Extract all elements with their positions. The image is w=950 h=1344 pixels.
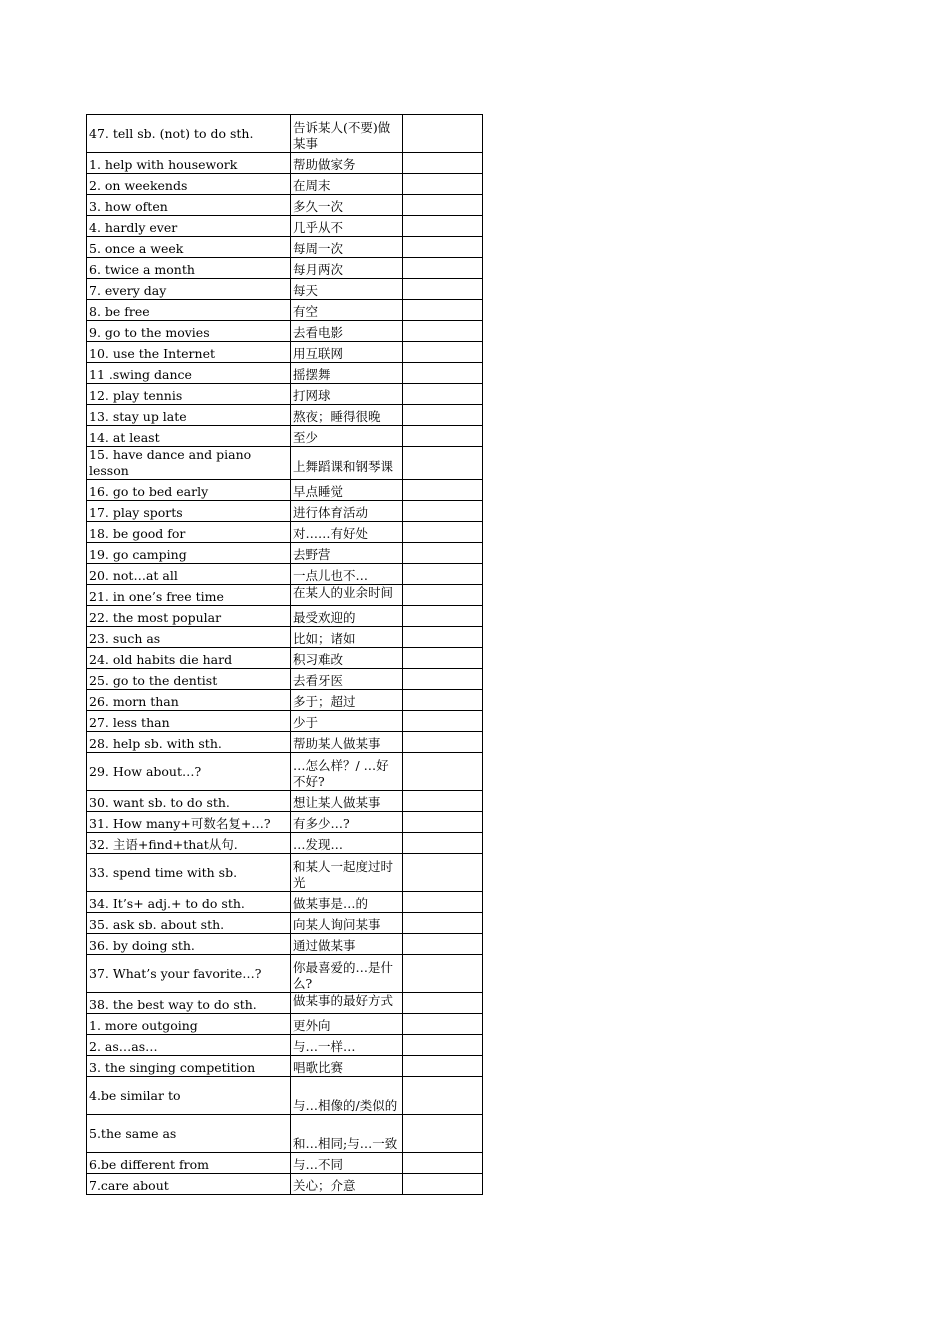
phrase-english-cell: 18. be good for (87, 522, 291, 543)
empty-cell (403, 648, 483, 669)
phrase-chinese-cell (291, 447, 403, 480)
phrase-english-cell: 1. more outgoing (87, 1014, 291, 1035)
empty-cell (403, 363, 483, 384)
phrase-chinese-text: 有多少…? (293, 816, 350, 831)
table-row (87, 543, 483, 564)
phrase-chinese-cell (291, 321, 403, 342)
phrase-english-cell: 21. in one’s free time (87, 585, 291, 606)
empty-cell (403, 955, 483, 993)
phrase-chinese-text: 积习难改 (293, 652, 344, 667)
phrase-english-cell: 22. the most popular (87, 606, 291, 627)
empty-cell (403, 522, 483, 543)
empty-cell (403, 321, 483, 342)
phrase-english-cell: 4.be similar to (87, 1077, 291, 1115)
phrase-chinese-cell (291, 1035, 403, 1056)
phrase-english-cell: 19. go camping (87, 543, 291, 564)
phrase-chinese-cell (291, 501, 403, 522)
table-row (87, 1056, 483, 1077)
phrase-chinese-text: 和某人一起度过时光 (293, 859, 394, 890)
phrase-chinese-text: 告诉某人(不要)做某事 (293, 120, 391, 151)
phrase-chinese-cell (291, 690, 403, 711)
phrase-chinese-cell (291, 955, 403, 993)
empty-cell (403, 216, 483, 237)
phrase-english-cell: 7.care about (87, 1174, 291, 1195)
phrase-chinese-text: 少于 (293, 715, 319, 730)
phrase-english-cell: 3. the singing competition (87, 1056, 291, 1077)
empty-cell (403, 543, 483, 564)
phrase-chinese-text: 想让某人做某事 (293, 795, 381, 810)
phrase-chinese-text: 至少 (293, 430, 319, 445)
phrase-chinese-cell (291, 543, 403, 564)
phrase-chinese-cell (291, 791, 403, 812)
phrase-chinese-text: 多久一次 (293, 199, 344, 214)
phrase-chinese-text: 一点儿也不… (293, 568, 369, 583)
empty-cell (403, 480, 483, 501)
empty-cell (403, 384, 483, 405)
empty-cell (403, 711, 483, 732)
phrase-chinese-cell (291, 342, 403, 363)
table-row (87, 669, 483, 690)
table-row (87, 648, 483, 669)
phrase-chinese-cell (291, 237, 403, 258)
phrase-english-cell: 30. want sb. to do sth. (87, 791, 291, 812)
phrase-english-cell: 35. ask sb. about sth. (87, 913, 291, 934)
empty-cell (403, 753, 483, 791)
empty-cell (403, 606, 483, 627)
phrase-english-cell: 2. as…as… (87, 1035, 291, 1056)
table-row (87, 258, 483, 279)
empty-cell (403, 1077, 483, 1115)
table-row (87, 627, 483, 648)
phrase-chinese-text: …怎么样？/ …好不好? (293, 758, 389, 789)
empty-cell (403, 913, 483, 934)
empty-cell (403, 237, 483, 258)
empty-cell (403, 833, 483, 854)
phrase-english-cell: 33. spend time with sb. (87, 854, 291, 892)
empty-cell (403, 153, 483, 174)
table-row (87, 1115, 483, 1153)
empty-cell (403, 1035, 483, 1056)
phrase-chinese-text: 和…相同;与…一致 (293, 1136, 398, 1151)
phrase-chinese-text: 每周一次 (293, 241, 344, 256)
phrase-chinese-text: 有空 (293, 304, 319, 319)
table-row (87, 216, 483, 237)
phrase-chinese-text: 帮助做家务 (293, 157, 356, 172)
phrase-chinese-text: 你最喜爱的…是什么? (293, 960, 394, 991)
phrase-chinese-cell (291, 153, 403, 174)
phrase-chinese-text: 与…相像的/类似的 (293, 1098, 398, 1113)
vocabulary-table-body (87, 115, 483, 1195)
empty-cell (403, 447, 483, 480)
phrase-chinese-text: 更外向 (293, 1018, 331, 1033)
phrase-chinese-text: …发现… (293, 837, 344, 852)
phrase-english-cell: 25. go to the dentist (87, 669, 291, 690)
phrase-chinese-text: 摇摆舞 (293, 367, 331, 382)
empty-cell (403, 585, 483, 606)
phrase-chinese-text: 与…一样… (293, 1039, 356, 1054)
phrase-english-cell: 1. help with housework (87, 153, 291, 174)
empty-cell (403, 1115, 483, 1153)
phrase-chinese-cell (291, 711, 403, 732)
empty-cell (403, 300, 483, 321)
phrase-chinese-cell (291, 1115, 403, 1153)
table-row (87, 405, 483, 426)
table-row (87, 892, 483, 913)
phrase-english-cell: 17. play sports (87, 501, 291, 522)
table-row (87, 934, 483, 955)
table-row (87, 363, 483, 384)
phrase-english-cell: 12. play tennis (87, 384, 291, 405)
phrase-chinese-cell (291, 993, 403, 1014)
phrase-chinese-cell (291, 833, 403, 854)
empty-cell (403, 174, 483, 195)
phrase-chinese-text: 进行体育活动 (293, 505, 369, 520)
phrase-chinese-cell (291, 522, 403, 543)
empty-cell (403, 732, 483, 753)
phrase-english-cell: 5.the same as (87, 1115, 291, 1153)
empty-cell (403, 342, 483, 363)
phrase-chinese-cell (291, 115, 403, 153)
table-row (87, 854, 483, 892)
phrase-chinese-cell (291, 812, 403, 833)
table-row (87, 585, 483, 606)
phrase-english-cell: 29. How about…? (87, 753, 291, 791)
phrase-english-cell: 20. not…at all (87, 564, 291, 585)
phrase-chinese-cell (291, 426, 403, 447)
empty-cell (403, 115, 483, 153)
phrase-english-cell: 38. the best way to do sth. (87, 993, 291, 1014)
empty-cell (403, 258, 483, 279)
phrase-chinese-text: 在周末 (293, 178, 331, 193)
empty-cell (403, 934, 483, 955)
phrase-english-cell: 36. by doing sth. (87, 934, 291, 955)
table-row (87, 955, 483, 993)
phrase-chinese-text: 帮助某人做某事 (293, 736, 381, 751)
table-row (87, 1014, 483, 1035)
table-row (87, 791, 483, 812)
empty-cell (403, 195, 483, 216)
phrase-english-cell: 3. how often (87, 195, 291, 216)
phrase-chinese-text: 几乎从不 (293, 220, 344, 235)
empty-cell (403, 279, 483, 300)
phrase-chinese-cell (291, 405, 403, 426)
table-row (87, 913, 483, 934)
phrase-chinese-cell (291, 174, 403, 195)
empty-cell (403, 501, 483, 522)
table-row (87, 342, 483, 363)
table-row (87, 1077, 483, 1115)
empty-cell (403, 993, 483, 1014)
table-row (87, 300, 483, 321)
table-row (87, 426, 483, 447)
empty-cell (403, 854, 483, 892)
table-row (87, 753, 483, 791)
phrase-english-cell: 16. go to bed early (87, 480, 291, 501)
phrase-chinese-cell (291, 854, 403, 892)
phrase-chinese-cell (291, 216, 403, 237)
table-row (87, 833, 483, 854)
empty-cell (403, 892, 483, 913)
table-row (87, 690, 483, 711)
phrase-chinese-cell (291, 732, 403, 753)
phrase-chinese-text: 与…不同 (293, 1157, 344, 1172)
phrase-chinese-cell (291, 1077, 403, 1115)
phrase-english-cell: 47. tell sb. (not) to do sth. (87, 115, 291, 153)
empty-cell (403, 426, 483, 447)
phrase-english-cell: 32. 主语+find+that从句. (87, 833, 291, 854)
phrase-chinese-cell (291, 258, 403, 279)
empty-cell (403, 564, 483, 585)
table-row (87, 1174, 483, 1195)
empty-cell (403, 669, 483, 690)
empty-cell (403, 1056, 483, 1077)
table-row (87, 321, 483, 342)
phrase-english-cell: 24. old habits die hard (87, 648, 291, 669)
phrase-chinese-text: 去野营 (293, 547, 331, 562)
empty-cell (403, 812, 483, 833)
phrase-chinese-cell (291, 648, 403, 669)
empty-cell (403, 1014, 483, 1035)
phrase-chinese-text: 每月两次 (293, 262, 344, 277)
phrase-chinese-cell (291, 1174, 403, 1195)
phrase-chinese-text: 最受欢迎的 (293, 610, 356, 625)
phrase-english-cell: 8. be free (87, 300, 291, 321)
table-row (87, 153, 483, 174)
phrase-chinese-cell (291, 606, 403, 627)
vocabulary-table (86, 114, 483, 1195)
phrase-chinese-text: 每天 (293, 283, 319, 298)
phrase-english-cell: 28. help sb. with sth. (87, 732, 291, 753)
phrase-english-cell: 4. hardly ever (87, 216, 291, 237)
phrase-chinese-cell (291, 384, 403, 405)
empty-cell (403, 690, 483, 711)
table-row (87, 501, 483, 522)
phrase-chinese-text: 打网球 (293, 388, 331, 403)
phrase-english-cell: 10. use the Internet (87, 342, 291, 363)
phrase-english-cell: 9. go to the movies (87, 321, 291, 342)
phrase-english-cell: 13. stay up late (87, 405, 291, 426)
phrase-english-cell: 7. every day (87, 279, 291, 300)
phrase-english-cell: 34. It’s+ adj.+ to do sth. (87, 892, 291, 913)
phrase-english-cell: 11 .swing dance (87, 363, 291, 384)
phrase-chinese-text: 对……有好处 (293, 526, 369, 541)
phrase-english-cell: 14. at least (87, 426, 291, 447)
phrase-chinese-text: 早点睡觉 (293, 484, 344, 499)
table-row (87, 237, 483, 258)
phrase-chinese-cell (291, 913, 403, 934)
phrase-chinese-text: 多于；超过 (293, 694, 356, 709)
table-row (87, 606, 483, 627)
phrase-chinese-cell (291, 892, 403, 913)
phrase-chinese-cell (291, 1153, 403, 1174)
phrase-chinese-cell (291, 564, 403, 585)
phrase-chinese-text: 用互联网 (293, 346, 344, 361)
phrase-english-cell: 5. once a week (87, 237, 291, 258)
phrase-english-cell: 15. have dance and piano lesson (87, 447, 291, 480)
table-row (87, 812, 483, 833)
phrase-chinese-text: 关心；介意 (293, 1178, 356, 1193)
table-row (87, 993, 483, 1014)
phrase-english-cell: 37. What’s your favorite…? (87, 955, 291, 993)
phrase-chinese-text: 去看牙医 (293, 673, 344, 688)
empty-cell (403, 1174, 483, 1195)
phrase-chinese-text: 通过做某事 (293, 938, 356, 953)
table-row (87, 1153, 483, 1174)
table-row (87, 480, 483, 501)
phrase-chinese-cell (291, 300, 403, 321)
table-row (87, 195, 483, 216)
table-row (87, 1035, 483, 1056)
phrase-english-cell: 31. How many+可数名复+…? (87, 812, 291, 833)
phrase-chinese-cell (291, 669, 403, 690)
table-row (87, 711, 483, 732)
phrase-chinese-cell (291, 195, 403, 216)
table-row (87, 564, 483, 585)
phrase-english-cell: 6. twice a month (87, 258, 291, 279)
phrase-chinese-text: 唱歌比赛 (293, 1060, 344, 1075)
phrase-english-cell: 27. less than (87, 711, 291, 732)
table-row (87, 522, 483, 543)
phrase-english-cell: 26. morn than (87, 690, 291, 711)
phrase-chinese-cell (291, 585, 403, 606)
phrase-chinese-cell (291, 753, 403, 791)
phrase-chinese-cell (291, 934, 403, 955)
empty-cell (403, 791, 483, 812)
table-row (87, 279, 483, 300)
phrase-chinese-cell (291, 480, 403, 501)
phrase-chinese-cell (291, 627, 403, 648)
phrase-chinese-text: 向某人询问某事 (293, 917, 381, 932)
table-row (87, 174, 483, 195)
phrase-chinese-text: 做某事是…的 (293, 896, 369, 911)
empty-cell (403, 405, 483, 426)
phrase-chinese-text: 做某事的最好方式 (293, 993, 394, 1008)
empty-cell (403, 1153, 483, 1174)
table-row (87, 732, 483, 753)
phrase-chinese-cell (291, 279, 403, 300)
phrase-chinese-cell (291, 1056, 403, 1077)
phrase-chinese-text: 比如；诸如 (293, 631, 356, 646)
phrase-english-cell: 23. such as (87, 627, 291, 648)
table-row (87, 447, 483, 480)
phrase-chinese-text: 在某人的业余时间 (293, 585, 394, 600)
table-row (87, 384, 483, 405)
empty-cell (403, 627, 483, 648)
phrase-chinese-text: 去看电影 (293, 325, 344, 340)
phrase-chinese-cell (291, 1014, 403, 1035)
phrase-chinese-text: 熬夜；睡得很晚 (293, 409, 381, 424)
phrase-english-cell: 6.be different from (87, 1153, 291, 1174)
phrase-english-cell: 2. on weekends (87, 174, 291, 195)
table-row (87, 115, 483, 153)
phrase-chinese-text: 上舞蹈课和钢琴课 (293, 459, 394, 474)
phrase-chinese-cell (291, 363, 403, 384)
